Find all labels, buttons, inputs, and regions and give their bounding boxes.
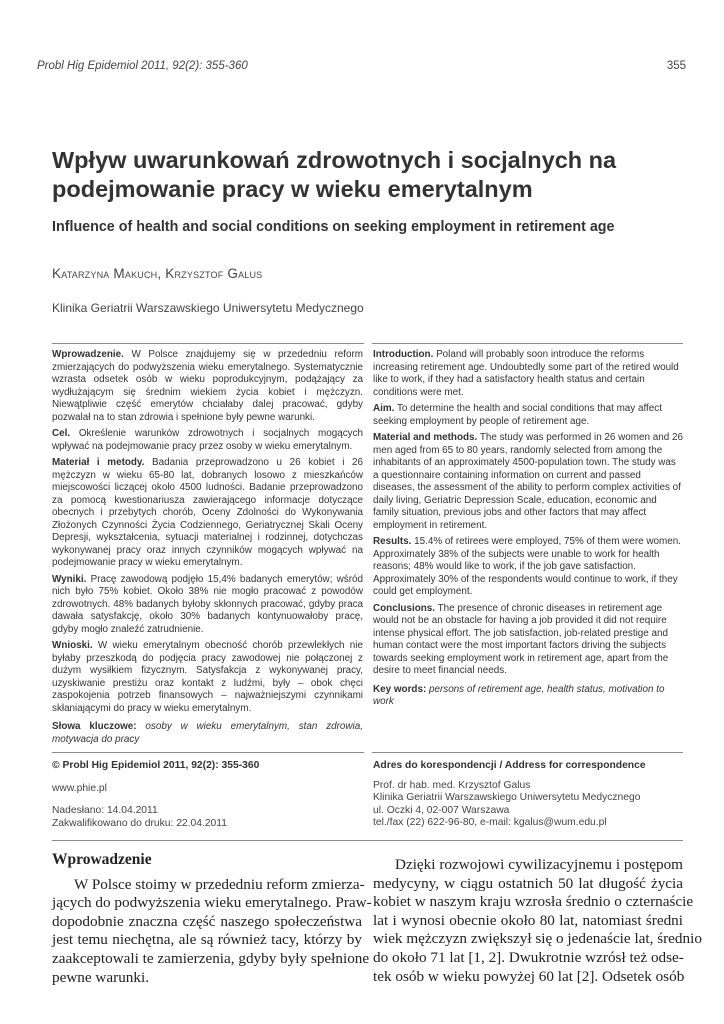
- body-line: lat i wynosi obecnie około 80 lat, natomiast średni: [373, 911, 683, 929]
- copyright-line: © Probl Hig Epidemiol 2011, 92(2): 355-360: [52, 760, 260, 771]
- body-line: Dzięki rozwojowi cywilizacyjnemu i postępom: [395, 856, 683, 873]
- abstract-section: [373, 403, 684, 428]
- keywords-text: persons of retirement age, health status, motivation to work: [373, 683, 665, 707]
- body-line: jest temu niechętna, ale są również tacy, którzy by: [52, 931, 362, 949]
- abstract-section: [52, 428, 363, 453]
- body-line: jących do podwyższenia wieku emerytalnego. Praw-: [52, 894, 372, 912]
- article-title-polish: Wpływ uwarunkowań zdrowotnych i socjalnych na podejmowanie pracy w wieku emerytalnym: [52, 147, 617, 202]
- body-line: tek osób w wieku powyżej 60 lat [2]. Odsetek osób: [373, 967, 685, 985]
- abstract-section-heading: Introduction.: [373, 349, 434, 360]
- abstract-section-heading: Aim.: [373, 403, 395, 414]
- abstract-section-text: W Polsce znajdujemy się w przededniu reform zmierzających do podwyższenia wieku emerytalnego. Systematycznie wzrasta odsetek osób w wieku poprodukcyjnym, podążający za wydłużającym się średnim wiekiem życia kobiet i mężczyzn. Niewątpliwie część emerytów chciałaby dalej pracować, gdyby pozwalał na to stan zdrowia i spełnione były pewne warunki.: [52, 349, 363, 423]
- keywords-label: Key words:: [373, 683, 427, 695]
- body-column-left: [52, 851, 372, 987]
- publication-info: [52, 760, 362, 830]
- body-line: W Polsce stoimy w przededniu reform zmierza-: [74, 875, 365, 893]
- body-line: kobiet w naszym kraju wzrosła średnio o czternaście: [373, 893, 694, 911]
- article-title-english: Influence of health and social conditions on seeking employment in retirement age: [52, 219, 615, 235]
- abstract-section-heading: Wprowadzenie.: [52, 349, 124, 360]
- abstract-section: [373, 432, 684, 532]
- abstract-section: [52, 574, 363, 637]
- divider: [372, 343, 683, 344]
- correspondence-line: Prof. dr hab. med. Krzysztof Galus: [373, 779, 531, 791]
- keywords-english: [373, 684, 684, 709]
- abstract-section: [52, 457, 363, 570]
- affiliation: Klinika Geriatrii Warszawskiego Uniwersytetu Medycznego: [52, 301, 364, 315]
- abstract-english: [373, 349, 684, 713]
- abstract-section: [373, 603, 684, 678]
- body-line: zaakceptowali te zamierzenia, gdyby były spełnione: [52, 949, 370, 967]
- abstract-section-text: Określenie warunków zdrowotnych i socjalnych mogących wpływać na podejmowanie pracy przez osoby w wieku emerytalnym.: [52, 428, 363, 452]
- abstract-section: [373, 349, 684, 399]
- divider: [372, 752, 683, 753]
- correspondence-contact: tel./fax (22) 622-96-80, e-mail: kgalus@wum.edu.pl: [373, 817, 607, 828]
- abstract-section-heading: Material and methods.: [373, 432, 478, 443]
- body-line: wiek mężczyzn zwiększył się o jedenaście lat, średnio: [373, 930, 702, 948]
- received-date: Nadesłano: 14.04.2011: [52, 805, 158, 816]
- abstract-section-heading: Materiał i metody.: [52, 457, 145, 468]
- correspondence: [373, 760, 683, 830]
- divider: [52, 343, 364, 344]
- abstract-section-heading: Wyniki.: [52, 573, 87, 585]
- keywords-label: Słowa kluczowe:: [52, 721, 137, 732]
- journal-url[interactable]: www.phie.pl: [52, 782, 107, 794]
- abstract-section-text: 15.4% of retirees were employed, 75% of them were women. Approximately 38% of the subjects were unable to work for health reasons; 48% would like to work, if the job gave satisfaction. Approximately 30% of the respondents would continue to work, if they could get employment.: [373, 536, 681, 597]
- authors: Katarzyna Makuch, Krzysztof Galus: [52, 266, 263, 281]
- abstract-section-heading: Cel.: [52, 428, 71, 439]
- section-heading: Wprowadzenie: [52, 851, 152, 868]
- correspondence-heading: Adres do korespondencji / Address for correspondence: [373, 760, 646, 771]
- abstract-section: [52, 640, 363, 715]
- correspondence-line: ul. Oczki 4, 02-007 Warszawa: [373, 804, 510, 816]
- running-header-journal: Probl Hig Epidemiol 2011, 92(2): 355-360: [37, 60, 248, 72]
- page-number: 355: [666, 60, 686, 72]
- abstract-section: [373, 536, 684, 599]
- body-line: dopodobnie znaczna część naszego społeczeństwa: [52, 912, 362, 930]
- abstract-section-text: Badania przeprowadzono u 26 kobiet i 26 mężczyzn w wieku 65-80 lat, dobranych losowo z mieszkańców miejscowości liczącej około 4500 ludności. Badanie przeprowadzono za pomocą kwestionariusza zawierającego informacje dotyczące obecnych i przebytych chorób, Oceny Zdolności do Wykonywania Złożonych Czynności Życia Codziennego, Geriatrycznej Skali Oceny Depresji, wykształcenia, sytuacji materialnej i rodzinnej, dotychczas wykonywanej pracy oraz innych czynników mogących wpływać na podejmowanie pracy w wieku emerytalnym.: [52, 457, 363, 568]
- abstract-section: [52, 349, 363, 424]
- abstract-section-text: W wieku emerytalnym obecność chorób przewlekłych nie byłaby przeszkodą do podjęcia pracy zawodowej nie połączonej z dużym wysiłkiem fizycznym. Satysfakcja z wykonywanej pracy, uzyskiwanie prestiżu oraz kontakt z ludźmi, były – obok chęci zaspokojenia potrzeb finansowych – najważniejszymi czynnikami skłaniającymi do pracy w wieku emerytalnym.: [52, 640, 363, 714]
- divider: [52, 840, 683, 841]
- keywords-text: osoby w wieku emerytalnym, stan zdrowia, motywacja do pracy: [52, 721, 363, 745]
- abstract-section-heading: Results.: [373, 536, 412, 547]
- correspondence-line: Klinika Geriatrii Warszawskiego Uniwersytetu Medycznego: [373, 792, 641, 803]
- abstract-section-heading: Conclusions.: [373, 602, 435, 614]
- body-column-right: [373, 856, 702, 986]
- abstract-polish: [52, 349, 363, 750]
- abstract-section-text: Pracę zawodową podjęło 15,4% badanych emerytów; wśród nich było 75% kobiet. Około 38% nie mogło pracować z powodów zdrowotnych. 48% badanych byłoby skłonnych pracować, gdyby praca dawała satysfakcję, około 30% badanych kontynuowałoby pracę, gdyby mogło znaleźć zatrudnienie.: [52, 573, 363, 635]
- body-line: pewne warunki.: [52, 968, 149, 986]
- abstract-section-text: The presence of chronic diseases in retirement age would not be an obstacle for having a job provided it did not require intense physical effort. The job satisfaction, job-related prestige and human contact were the most important factors driving the subjects towards seeking employment work in retirement age, apart from the desire to meet financial needs.: [373, 602, 669, 676]
- abstract-section-text: Poland will probably soon introduce the reforms increasing retirement age. Undoubtedly some part of the retired would like to work, if they had a satisfactory health status and certain conditions were met.: [373, 349, 679, 398]
- divider: [52, 752, 364, 753]
- keywords-polish: [52, 721, 363, 746]
- abstract-section-text: To determine the health and social conditions that may affect seeking employment by people of retirement age.: [373, 403, 662, 427]
- body-line: medycyny, w ciągu ostatnich 50 lat długość życia: [373, 874, 683, 892]
- accepted-date: Zakwalifikowano do druku: 22.04.2011: [52, 817, 227, 829]
- body-line: do około 71 lat [1, 2]. Dwukrotnie wzrósł też odse-: [373, 948, 684, 966]
- abstract-section-heading: Wnioski.: [52, 640, 93, 651]
- abstract-section-text: The study was performed in 26 women and 26 men aged from 65 to 80 years, randomly selected from among the inhabitants of an approximately 4500-population town. The study was a questionnaire containing information on current and passed diseases, the assessment of the ability to perform complex activities of daily living, Geriatric Depression Scale, education, economic and family situation, previous jobs and other factors that may affect employment in retirement.: [373, 432, 683, 531]
